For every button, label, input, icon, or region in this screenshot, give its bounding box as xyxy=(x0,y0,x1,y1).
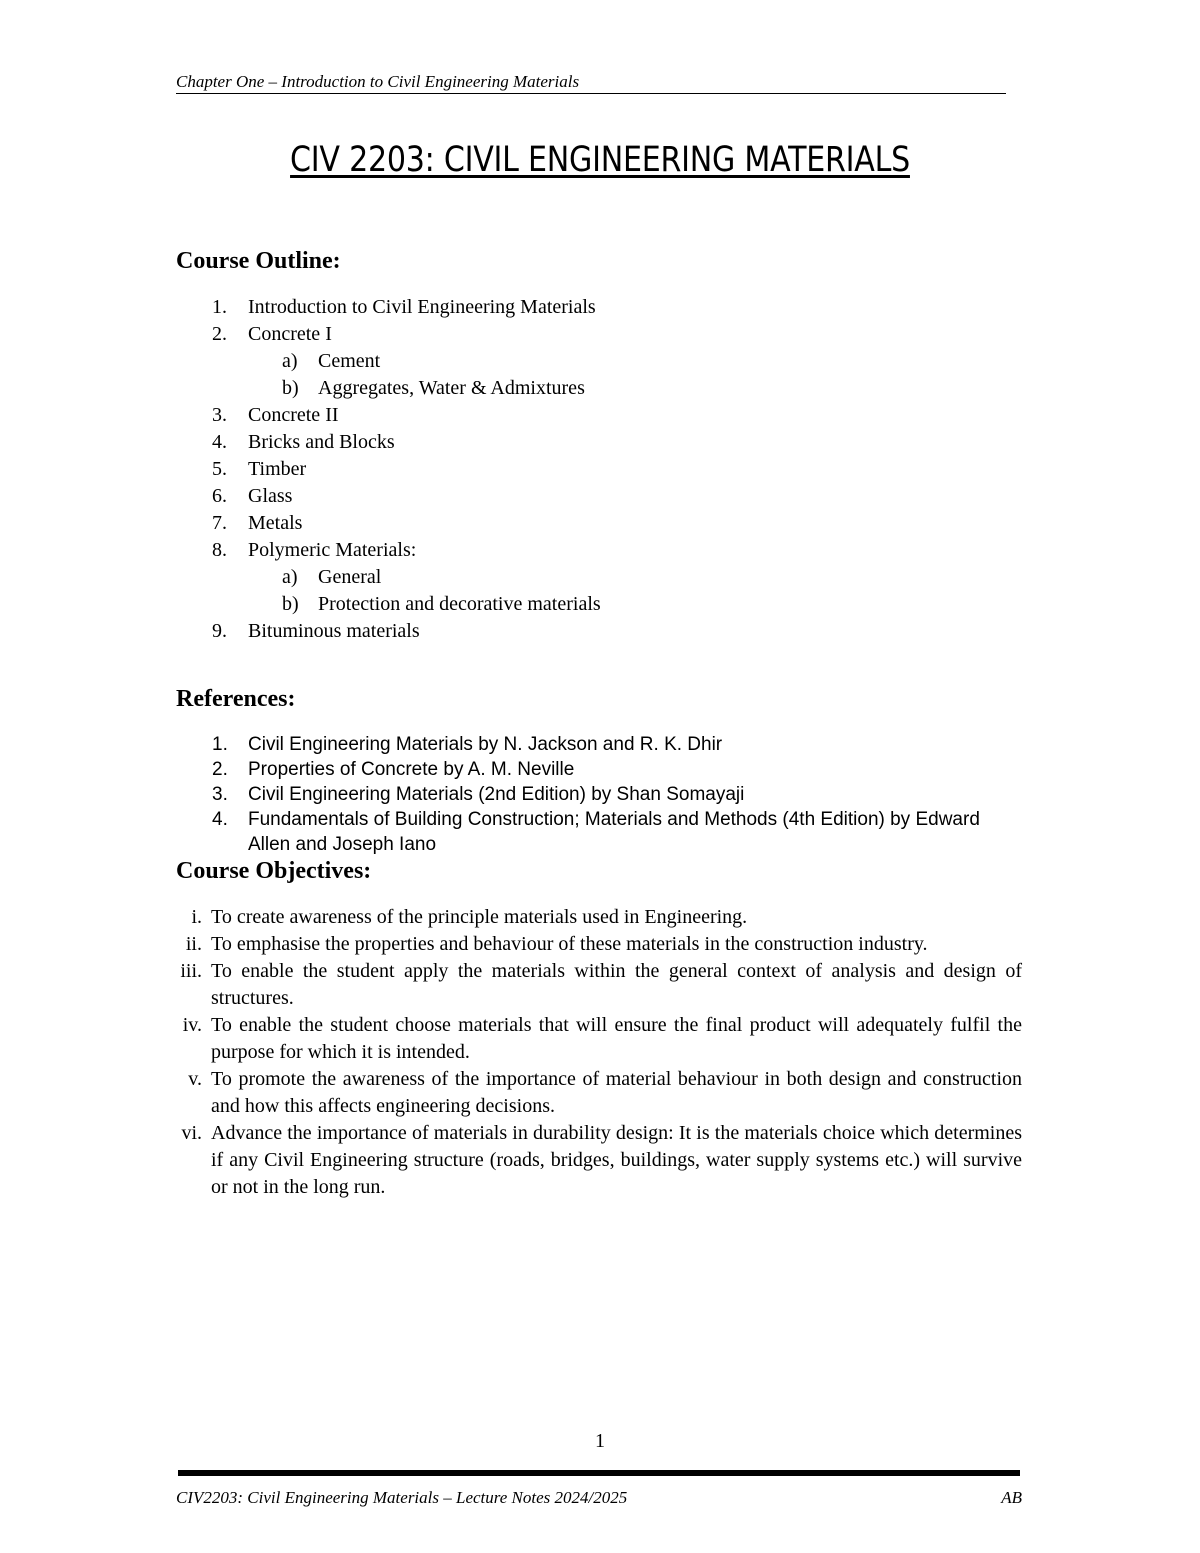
list-item: 2. Concrete I xyxy=(212,323,332,345)
objective-item: iv. To enable the student choose materials that will ensure the final product will adequately fulfil the purpose for which it is intended. xyxy=(182,1014,1022,1063)
objective-item: vi. Advance the importance of materials in durability design: It is the materials choice which determines if any Civil Engineering structure (roads, bridges, buildings, water supply systems etc.) will survive or not in the long run. xyxy=(181,1122,1022,1198)
list-subitem: b) Protection and decorative materials xyxy=(282,593,601,615)
reference-item: 4. Fundamentals of Building Construction; Materials and Methods (4th Edition) by Edward Allen and Joseph Iano xyxy=(212,809,980,855)
list-item: 4. Bricks and Blocks xyxy=(212,431,395,453)
list-item: 9. Bituminous materials xyxy=(212,620,420,642)
course-outline-list xyxy=(176,294,976,645)
references-list xyxy=(176,732,1016,857)
list-item: 8. Polymeric Materials: xyxy=(212,539,417,561)
footer-initials: AB xyxy=(1001,1488,1022,1507)
references-heading: References: xyxy=(176,686,296,712)
objective-item: ii. To emphasise the properties and behaviour of these materials in the construction industry. xyxy=(185,933,928,955)
objective-item: v. To promote the awareness of the importance of material behaviour in both design and construction and how this affects engineering decisions. xyxy=(188,1068,1022,1117)
list-item: 7. Metals xyxy=(212,512,303,534)
course-outline-heading: Course Outline: xyxy=(176,248,341,274)
list-item: 5. Timber xyxy=(212,458,307,480)
reference-item: 1. Civil Engineering Materials by N. Jackson and R. K. Dhir xyxy=(212,734,723,755)
list-item: 3. Concrete II xyxy=(212,404,339,426)
running-footer xyxy=(176,1488,1022,1508)
running-header: Chapter One – Introduction to Civil Engineering Materials xyxy=(176,72,1006,94)
course-objectives-list xyxy=(160,904,1022,1201)
list-item: 1. Introduction to Civil Engineering Materials xyxy=(212,296,596,318)
list-subitem: a) Cement xyxy=(282,350,381,372)
list-subitem: b) Aggregates, Water & Admixtures xyxy=(282,377,585,399)
reference-item: 2. Properties of Concrete by A. M. Neville xyxy=(212,759,575,780)
list-item: 6. Glass xyxy=(212,485,293,507)
list-subitem: a) General xyxy=(282,566,382,588)
reference-item: 3. Civil Engineering Materials (2nd Edition) by Shan Somayaji xyxy=(212,784,745,805)
document-title: CIV 2203: CIVIL ENGINEERING MATERIALS xyxy=(290,140,910,180)
footer-left-text: CIV2203: Civil Engineering Materials – Lecture Notes 2024/2025 xyxy=(176,1488,628,1507)
course-objectives-heading: Course Objectives: xyxy=(176,858,372,884)
objective-item: iii. To enable the student apply the materials within the general context of analysis and design of structures. xyxy=(180,960,1022,1009)
page-number: 1 xyxy=(595,1430,605,1452)
objective-item: i. To create awareness of the principle materials used in Engineering. xyxy=(191,906,748,928)
footer-rule xyxy=(178,1470,1020,1476)
